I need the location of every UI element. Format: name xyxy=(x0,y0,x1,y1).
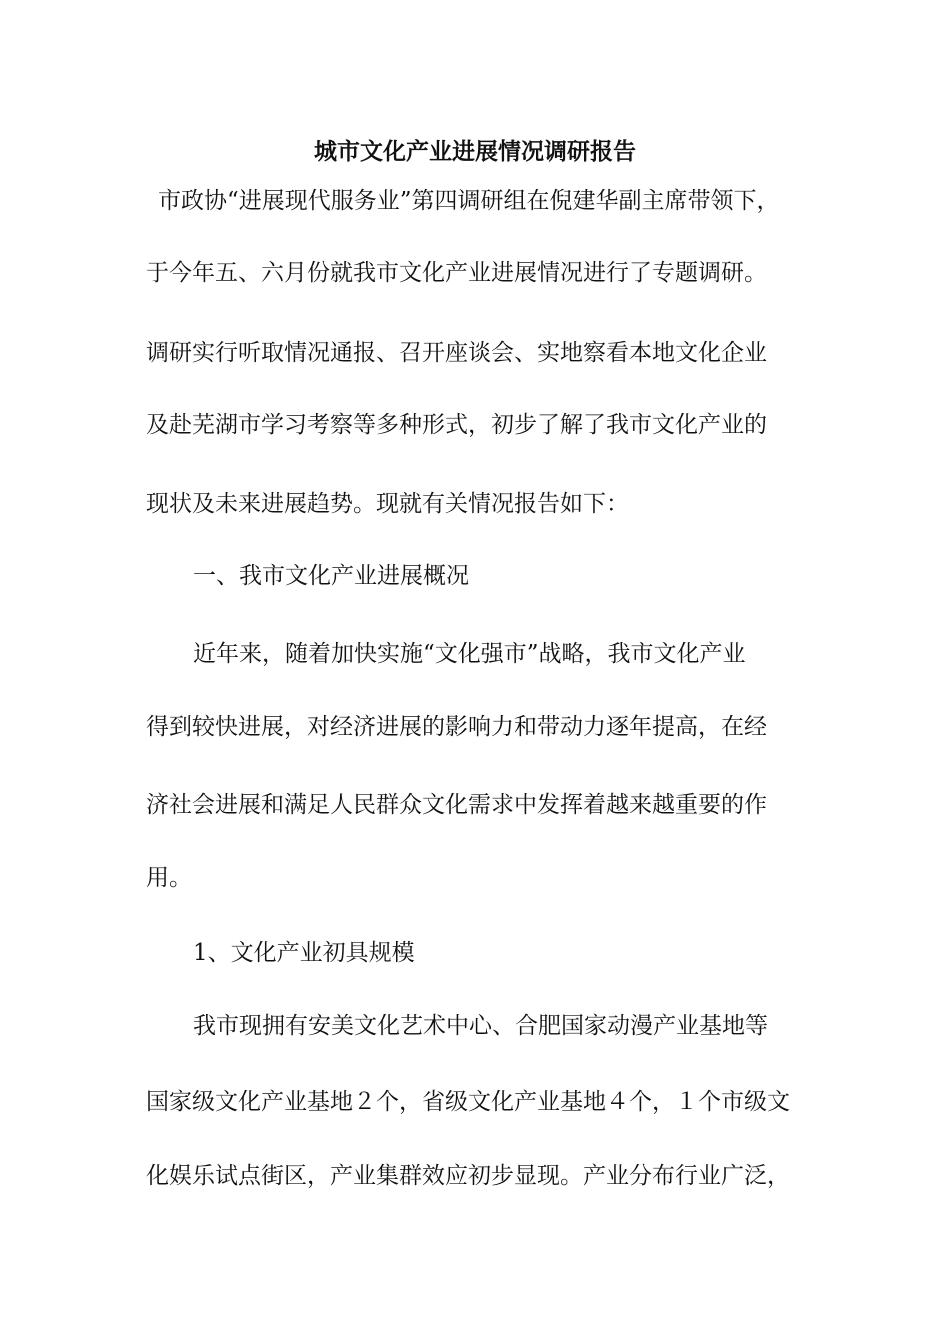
paragraph-line-9: 用。 xyxy=(146,865,192,891)
paragraph-line-12: 化娱乐试点街区，产业集群效应初步显现。产业分布行业广泛， xyxy=(146,1163,790,1189)
paragraph-line-8: 济社会进展和满足人民群众文化需求中发挥着越来越重要的作 xyxy=(146,792,767,818)
paragraph-line-2: 于今年五、六月份就我市文化产业进展情况进行了专题调研。 xyxy=(146,260,767,286)
paragraph-line-3: 调研实行听取情况通报、召开座谈会、实地察看本地文化企业 xyxy=(146,340,767,366)
paragraph-line-5: 现状及未来进展趋势。现就有关情况报告如下： xyxy=(146,491,629,517)
document-title: 城市文化产业进展情况调研报告 xyxy=(314,138,636,165)
paragraph-line-10: 我市现拥有安美文化艺术中心、合肥国家动漫产业基地等 xyxy=(193,1013,768,1039)
paragraph-line-6: 近年来，随着加快实施“文化强市”战略，我市文化产业 xyxy=(193,641,746,667)
paragraph-line-11: 国家级文化产业基地２个，省级文化产业基地４个，１个市级文 xyxy=(146,1089,790,1115)
subsection-heading-1: 1、文化产业初具规模 xyxy=(193,940,415,966)
section-heading-1: 一、我市文化产业进展概况 xyxy=(193,563,469,589)
paragraph-line-7: 得到较快进展，对经济进展的影响力和带动力逐年提高，在经 xyxy=(146,714,767,740)
paragraph-line-4: 及赴芜湖市学习考察等多种形式，初步了解了我市文化产业的 xyxy=(146,412,767,438)
paragraph-line-1: 市政协“进展现代服务业”第四调研组在倪建华副主席带领下， xyxy=(158,188,780,214)
